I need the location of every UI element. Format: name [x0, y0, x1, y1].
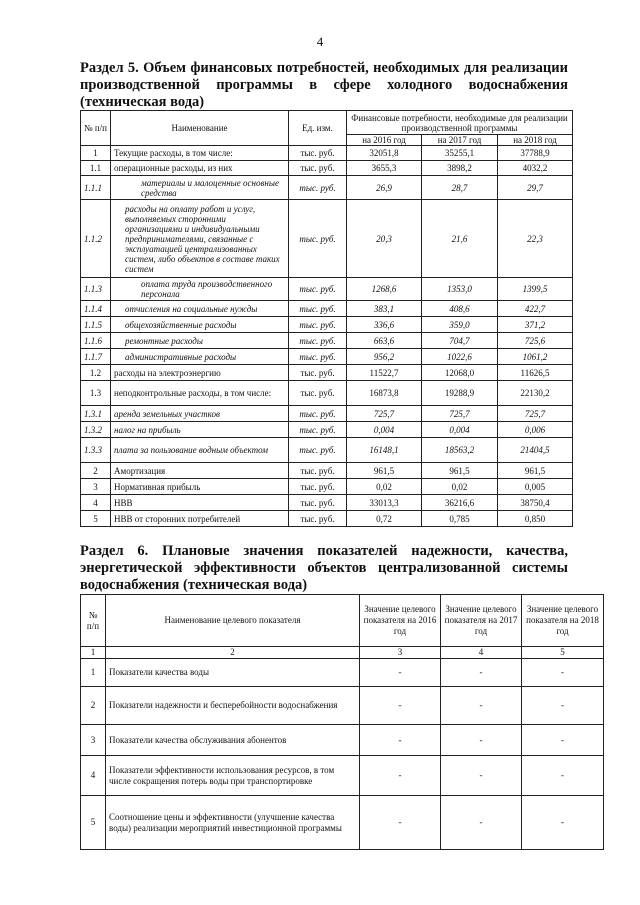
row-unit: тыс. руб.	[289, 365, 347, 381]
row-name: Показатели качества воды	[106, 659, 360, 687]
table-row	[81, 301, 573, 317]
row-unit: тыс. руб.	[289, 495, 347, 511]
row-name: Нормативная прибыль	[111, 479, 289, 495]
row-num: 1.3	[81, 381, 111, 406]
row-value-2016: 26,9	[347, 176, 422, 200]
row-value-2018: 22130,2	[498, 381, 573, 406]
row-value-2018: 725,6	[498, 333, 573, 349]
row-value-2018: 21404,5	[498, 438, 573, 463]
row-num: 3	[81, 725, 106, 756]
row-unit: тыс. руб.	[289, 438, 347, 463]
table-row	[81, 422, 573, 438]
row-value-2017: -	[441, 796, 522, 850]
row-unit: тыс. руб.	[289, 511, 347, 527]
table-row	[81, 796, 604, 850]
row-value-2018: 38750,4	[498, 495, 573, 511]
row-value-2017: 704,7	[422, 333, 498, 349]
header-target-2016: Значение целевого показателя на 2016 год	[360, 595, 441, 647]
row-name: Показатели эффективности использования ресурсов, в том числе сокращения потерь воды при транспортировке	[106, 756, 360, 796]
row-value-2018: 0,005	[498, 479, 573, 495]
row-value-2018: 22,3	[498, 200, 573, 278]
row-value-2016: 961,5	[347, 463, 422, 479]
table-row	[81, 333, 573, 349]
row-name: аренда земельных участков	[111, 406, 289, 422]
section-6-title: Раздел 6. Плановые значения показателей надежности, качества, энергетической эффективности объектов централизованной системы водоснабжения (техническая вода)	[80, 543, 568, 593]
row-name: расходы на оплату работ и услуг, выполняемых сторонними организациями и индивидуальными предпринимателями, связанные с эксплуатацией централизованных систем, либо объектов в составе таких систем	[111, 200, 289, 278]
row-num: 1.1.1	[81, 176, 111, 200]
row-num: 1.2	[81, 365, 111, 381]
row-value-2018: 1061,2	[498, 349, 573, 365]
row-name: Амортизация	[111, 463, 289, 479]
row-unit: тыс. руб.	[289, 381, 347, 406]
row-num: 1	[81, 659, 106, 687]
row-num: 1.1.2	[81, 200, 111, 278]
row-value-2016: 0,004	[347, 422, 422, 438]
page-number: 4	[316, 34, 324, 49]
row-unit: тыс. руб.	[289, 317, 347, 333]
table-row	[81, 278, 573, 301]
row-num: 2	[81, 687, 106, 725]
row-value-2018: -	[522, 756, 604, 796]
row-value-2017: 18563,2	[422, 438, 498, 463]
table-row	[81, 659, 604, 687]
row-value-2018: 0,850	[498, 511, 573, 527]
row-num: 1	[81, 146, 111, 161]
row-value-2016: -	[360, 796, 441, 850]
row-value-2017: 1022,6	[422, 349, 498, 365]
row-value-2018: 725,7	[498, 406, 573, 422]
table-row	[81, 365, 573, 381]
row-name: плата за пользование водным объектом	[111, 438, 289, 463]
table-row	[81, 756, 604, 796]
row-value-2018: 371,2	[498, 317, 573, 333]
row-value-2016: 32051,8	[347, 146, 422, 161]
row-value-2017: 21,6	[422, 200, 498, 278]
row-name: неподконтрольные расходы, в том числе:	[111, 381, 289, 406]
row-unit: тыс. руб.	[289, 301, 347, 317]
row-value-2016: -	[360, 756, 441, 796]
row-name: налог на прибыль	[111, 422, 289, 438]
row-num: 1.1.7	[81, 349, 111, 365]
row-value-2017: 35255,1	[422, 146, 498, 161]
header-unit: Ед. изм.	[289, 111, 347, 146]
row-value-2018: 11626,5	[498, 365, 573, 381]
row-value-2018: 4032,2	[498, 161, 573, 176]
column-number: 3	[360, 647, 441, 659]
row-name: административные расходы	[111, 349, 289, 365]
row-num: 1.3.1	[81, 406, 111, 422]
row-num: 1.3.3	[81, 438, 111, 463]
row-num: 1.1.3	[81, 278, 111, 301]
row-unit: тыс. руб.	[289, 278, 347, 301]
row-value-2018: 961,5	[498, 463, 573, 479]
row-num: 1.1.4	[81, 301, 111, 317]
row-value-2016: -	[360, 659, 441, 687]
row-value-2017: 3898,2	[422, 161, 498, 176]
header-target-2018: Значение целевого показателя на 2018 год	[522, 595, 604, 647]
row-value-2018: -	[522, 687, 604, 725]
row-unit: тыс. руб.	[289, 349, 347, 365]
row-unit: тыс. руб.	[289, 176, 347, 200]
row-value-2016: 3655,3	[347, 161, 422, 176]
table-row	[81, 381, 573, 406]
row-value-2017: 408,6	[422, 301, 498, 317]
row-value-2018: -	[522, 659, 604, 687]
table-row	[81, 349, 573, 365]
row-value-2017: 961,5	[422, 463, 498, 479]
table-row	[81, 146, 573, 161]
row-value-2018: -	[522, 725, 604, 756]
table-row	[81, 438, 573, 463]
row-value-2016: 956,2	[347, 349, 422, 365]
row-name: Показатели надежности и бесперебойности водоснабжения	[106, 687, 360, 725]
row-value-2016: 33013,3	[347, 495, 422, 511]
section-5-title: Раздел 5. Объем финансовых потребностей, необходимых для реализации производственной программы в сфере холодного водоснабжения (техническая вода)	[80, 60, 568, 110]
row-value-2016: 725,7	[347, 406, 422, 422]
header-year-2016: на 2016 год	[347, 135, 422, 146]
row-name: общехозяйственные расходы	[111, 317, 289, 333]
row-value-2017: 12068,0	[422, 365, 498, 381]
row-value-2017: 0,004	[422, 422, 498, 438]
row-value-2017: 19288,9	[422, 381, 498, 406]
row-value-2016: 336,6	[347, 317, 422, 333]
row-value-2018: -	[522, 796, 604, 850]
row-value-2016: -	[360, 725, 441, 756]
row-name: отчисления на социальные нужды	[111, 301, 289, 317]
row-value-2016: 16873,8	[347, 381, 422, 406]
row-value-2017: -	[441, 725, 522, 756]
row-value-2016: 0,72	[347, 511, 422, 527]
header-num: № п/п	[81, 595, 106, 647]
table-row	[81, 200, 573, 278]
row-num: 3	[81, 479, 111, 495]
row-value-2016: 0,02	[347, 479, 422, 495]
row-num: 2	[81, 463, 111, 479]
table-row	[81, 687, 604, 725]
row-value-2017: -	[441, 756, 522, 796]
row-value-2018: 422,7	[498, 301, 573, 317]
table-row	[81, 317, 573, 333]
table-row	[81, 176, 573, 200]
row-value-2017: 0,785	[422, 511, 498, 527]
column-number: 2	[106, 647, 360, 659]
row-value-2018: 0,006	[498, 422, 573, 438]
row-num: 4	[81, 756, 106, 796]
header-name: Наименование	[111, 111, 289, 146]
row-name: расходы на электроэнергию	[111, 365, 289, 381]
row-num: 5	[81, 796, 106, 850]
row-num: 1.1	[81, 161, 111, 176]
row-value-2017: 36216,6	[422, 495, 498, 511]
table-row	[81, 161, 573, 176]
row-name: оплата труда производственного персонала	[111, 278, 289, 301]
row-value-2018: 1399,5	[498, 278, 573, 301]
row-name: материалы и малоценные основные средства	[111, 176, 289, 200]
row-num: 5	[81, 511, 111, 527]
row-value-2017: 1353,0	[422, 278, 498, 301]
header-indicator-name: Наименование целевого показателя	[106, 595, 360, 647]
row-name: Показатели качества обслуживания абонентов	[106, 725, 360, 756]
header-needs: Финансовые потребности, необходимые для реализации производственной программы	[347, 111, 573, 135]
table-row	[81, 725, 604, 756]
table-row	[81, 463, 573, 479]
table-row	[81, 406, 573, 422]
row-value-2017: -	[441, 659, 522, 687]
table-row	[81, 511, 573, 527]
table-row	[81, 479, 573, 495]
row-unit: тыс. руб.	[289, 479, 347, 495]
row-value-2016: 11522,7	[347, 365, 422, 381]
row-value-2017: -	[441, 687, 522, 725]
row-value-2017: 359,0	[422, 317, 498, 333]
row-unit: тыс. руб.	[289, 463, 347, 479]
row-name: Соотношение цены и эффективности (улучшение качества воды) реализации мероприятий инвестиционной программы	[106, 796, 360, 850]
row-value-2016: 1268,6	[347, 278, 422, 301]
row-num: 4	[81, 495, 111, 511]
row-value-2017: 28,7	[422, 176, 498, 200]
row-value-2016: 663,6	[347, 333, 422, 349]
row-num: 1.1.5	[81, 317, 111, 333]
row-unit: тыс. руб.	[289, 200, 347, 278]
row-value-2018: 37788,9	[498, 146, 573, 161]
financial-needs-table	[80, 110, 573, 527]
row-value-2016: -	[360, 687, 441, 725]
row-name: операционные расходы, из них	[111, 161, 289, 176]
column-number: 1	[81, 647, 106, 659]
column-number: 4	[441, 647, 522, 659]
column-number: 5	[522, 647, 604, 659]
row-unit: тыс. руб.	[289, 422, 347, 438]
row-value-2016: 383,1	[347, 301, 422, 317]
row-name: ремонтные расходы	[111, 333, 289, 349]
row-num: 1.3.2	[81, 422, 111, 438]
row-unit: тыс. руб.	[289, 146, 347, 161]
header-year-2017: на 2017 год	[422, 135, 498, 146]
table-row	[81, 495, 573, 511]
header-target-2017: Значение целевого показателя на 2017 год	[441, 595, 522, 647]
row-value-2016: 20,3	[347, 200, 422, 278]
row-name: НВВ от сторонних потребителей	[111, 511, 289, 527]
row-unit: тыс. руб.	[289, 161, 347, 176]
row-unit: тыс. руб.	[289, 406, 347, 422]
row-name: НВВ	[111, 495, 289, 511]
target-indicators-table	[80, 594, 604, 850]
row-name: Текущие расходы, в том числе:	[111, 146, 289, 161]
row-value-2017: 725,7	[422, 406, 498, 422]
row-num: 1.1.6	[81, 333, 111, 349]
row-unit: тыс. руб.	[289, 333, 347, 349]
row-value-2017: 0,02	[422, 479, 498, 495]
header-num: № п/п	[81, 111, 111, 146]
row-value-2018: 29,7	[498, 176, 573, 200]
header-year-2018: на 2018 год	[498, 135, 573, 146]
row-value-2016: 16148,1	[347, 438, 422, 463]
